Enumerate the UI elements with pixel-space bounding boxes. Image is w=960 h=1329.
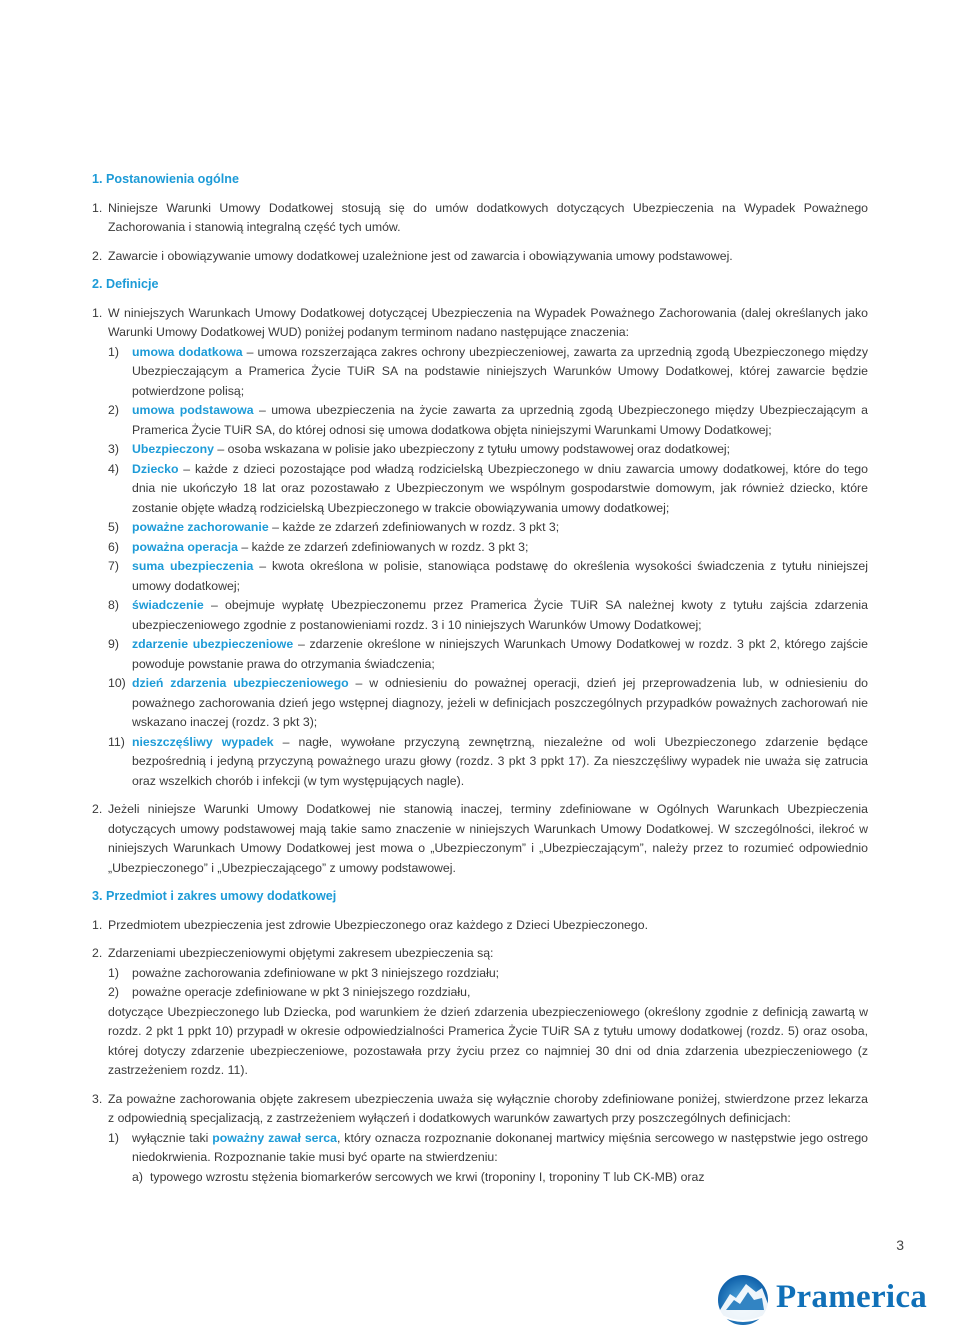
rock-of-gibraltar-icon — [712, 1270, 774, 1326]
list-item — [108, 1129, 868, 1168]
paragraph-number: 1. — [92, 305, 103, 320]
definition-number: 5) — [108, 520, 119, 534]
definition-term: poważna operacja — [132, 539, 238, 554]
paragraph-number: 2. — [92, 802, 103, 816]
definition-item — [108, 518, 868, 538]
paragraph-text: Niniejsze Warunki Umowy Dodatkowej stosują się do umów dodatkowych dotyczących Ubezpieczenia na Wypadek Poważnego Zachorowania i stanowią integralną część tych umów. — [108, 200, 868, 234]
paragraph-text: Przedmiotem ubezpieczenia jest zdrowie Ubezpieczonego oraz każdego z Dzieci Ubezpieczonego. — [108, 917, 648, 932]
definition-term: umowa dodatkowa — [132, 344, 243, 359]
section-3-paragraph-2 — [92, 944, 868, 964]
definition-term: zdarzenie ubezpieczeniowe — [132, 637, 294, 651]
definition-term: dzień zdarzenia ubezpieczeniowego — [132, 676, 349, 690]
section-2-paragraph-2 — [92, 800, 868, 878]
definition-item — [108, 440, 868, 460]
section-3-paragraph-2-continuation: dotyczące Ubezpieczonego lub Dziecka, pod warunkiem że dzień zdarzenia ubezpieczeniowego (określony zgodnie z definicją zawartą w rozdz. 2 pkt 1 ppkt 10) przypadł w okresie odpowiedzialności Pramerica Życie TUiR SA z tytułu umowy dodatkowej (rozdz. 5) oraz osoba, której dotyczy zdarzenie ubezpieczeniowe, pozostawała przy życiu przez co najmniej 30 dni od dnia zdarzenia ubezpieczeniowego (z zastrzeżeniem rozdz. 11). — [108, 1004, 868, 1077]
logo-text: Pramerica — [776, 1279, 928, 1316]
definition-term: poważne zachorowanie — [132, 520, 269, 534]
list-item-number: 1) — [108, 965, 119, 980]
paragraph-number: 2. — [92, 946, 103, 960]
sub-list-item-text: typowego wzrostu stężenia biomarkerów sercowych we krwi (troponiny I, troponiny T lub CK-MB) oraz — [150, 1169, 705, 1184]
definition-number: 10) — [108, 676, 126, 690]
definition-item — [108, 401, 868, 440]
definition-term: poważny zawał serca — [212, 1130, 337, 1145]
list-item — [108, 983, 868, 1003]
definition-item — [108, 733, 868, 792]
paragraph-text: Jeżeli niniejsze Warunki Umowy Dodatkowej nie stanowią inaczej, terminy zdefiniowane w Ogólnych Warunkach Ubezpieczenia dotyczących umowy podstawowej mają takie samo znaczenie w niniejszych Warunkach Umowy Dodatkowej. W szczególności, ilekroć w niniejszych Warunkach Umowy Dodatkowej jest mowa o „Ubezpieczonym” i „Ubezpieczającym”, należy przez to rozumieć odpowiednio „Ubezpieczonego” i „Ubezpieczającego” z umowy podstawowej. — [108, 802, 868, 875]
definition-term: umowa podstawowa — [132, 403, 254, 417]
definition-number: 2) — [108, 403, 119, 417]
definition-number: 11) — [108, 734, 125, 749]
definition-item — [108, 343, 868, 402]
definition-text: – umowa rozszerzająca zakres ochrony ubezpieczeniowej, zawarta za uprzednią zgodą Ubezpieczonego między Ubezpieczającym a Pramerica Życie TUiR SA na podstawie niniejszych Warunków Umowy Dodatkowej, której zawarcie będzie potwierdzone polisą; — [132, 344, 868, 398]
list-item — [108, 964, 868, 984]
pramerica-logo — [712, 1270, 942, 1326]
definition-number: 9) — [108, 637, 119, 651]
list-item-text: poważne operacje zdefiniowane w pkt 3 niniejszego rozdziału, — [132, 985, 471, 999]
definition-item — [108, 635, 868, 674]
definition-text: – obejmuje wypłatę Ubezpieczonemu przez Pramerica Życie TUiR SA należnej kwoty z tytułu zajścia zdarzenia ubezpieczeniowego zgodnie z postanowieniami rozdz. 3 i 10 niniejszych Warunków Umowy Dodatkowej; — [132, 598, 868, 632]
definition-term: świadczenie — [132, 598, 204, 612]
paragraph-text: Zawarcie i obowiązywanie umowy dodatkowej uzależnione jest od zawarcia i obowiązywania umowy podstawowej. — [108, 248, 733, 263]
definition-item — [108, 538, 868, 558]
definition-item — [108, 596, 868, 635]
definition-text: – każde z dzieci pozostające pod władzą rodzicielską Ubezpieczonego w dniu zawarcia umowy dodatkowej, które do tego dnia nie ukończyło 18 lat oraz pozostawało z Ubezpieczonym we wspólnym gospodarstwie domowym, jak również dziecko, które zostanie objęte władzą rodzicielską Ubezpieczonego w trakcie obowiązywania umowy dodatkowej; — [132, 461, 868, 515]
definition-item — [108, 460, 868, 519]
list-item-text-pre: wyłącznie taki — [132, 1130, 213, 1145]
paragraph-number: 3. — [92, 1091, 103, 1106]
list-item-number: 1) — [108, 1130, 119, 1145]
definition-text: – każde ze zdarzeń zdefiniowanych w rozdz. 3 pkt 3; — [237, 539, 529, 554]
definition-text: – zdarzenie określone w niniejszych Warunkach Umowy Dodatkowej w rozdz. 3 pkt 2, którego zajście powoduje powstanie prawa do otrzymania świadczenia; — [132, 637, 869, 671]
definition-number: 4) — [108, 461, 119, 476]
section-2-paragraph-1 — [92, 304, 868, 343]
page-number: 3 — [896, 1237, 904, 1253]
document-content — [92, 170, 868, 1187]
definition-number: 7) — [108, 559, 119, 573]
definition-text: – w odniesieniu do poważnej operacji, dzień jej przeprowadzenia lub, w odniesieniu do poważnego zachorowania dzień jego wstępnej diagnozy, jeżeli w definicjach poszczególnych przypadków poważnych zachorowań nie wskazano inaczej (rozdz. 3 pkt 3); — [132, 676, 868, 729]
definition-text: – osoba wskazana w polisie jako ubezpieczony z tytułu umowy podstawowej oraz dodatkowej; — [214, 442, 731, 456]
paragraph-text: Za poważne zachorowania objęte zakresem ubezpieczenia uważa się wyłącznie choroby zdefiniowane poniżej, stwierdzone przez lekarza z odpowiednią specjalizacją, z zastrzeżeniem wyłączeń i dodatkowych warunków zawartych przy poszczególnych definicjach: — [108, 1091, 868, 1125]
list-item-text-post: , który oznacza rozpoznanie dokonanej martwicy mięśnia sercowego w następstwie jego ostrego niedokrwienia. Rozpoznanie takie musi być oparte na stwierdzeniu: — [132, 1130, 868, 1164]
definition-text: – nagłe, wywołane przyczyną zewnętrzną, niezależne od woli Ubezpieczonego zdarzenie będące bezpośrednią i jedyną przyczyną poważnego urazu głowy (rozdz. 3 pkt 3 ppkt 17). Za nieszczęśliwy wypadek nie uważa się zatrucia oraz wszelkich chorób i infekcji (w tym występujących nagle). — [132, 734, 868, 788]
definition-number: 1) — [108, 344, 119, 359]
paragraph-number: 1. — [92, 917, 103, 932]
definition-text: – każde ze zdarzeń zdefiniowanych w rozdz. 3 pkt 3; — [268, 520, 560, 534]
section-1-paragraph-1 — [92, 199, 868, 238]
definition-number: 6) — [108, 539, 119, 554]
section-3-paragraph-1 — [92, 916, 868, 936]
paragraph-number: 1. — [92, 200, 103, 215]
definition-number: 8) — [108, 598, 119, 612]
definition-number: 3) — [108, 442, 119, 456]
list-item-number: 2) — [108, 985, 119, 999]
section-2-heading: 2. Definicje — [92, 277, 159, 291]
sub-list-item — [132, 1168, 868, 1188]
list-item-text: poważne zachorowania zdefiniowane w pkt 3 niniejszego rozdziału; — [132, 965, 500, 980]
definition-text: – umowa ubezpieczenia na życie zawarta za uprzednią zgodą Ubezpieczonego między Ubezpieczającym a Pramerica Życie TUiR SA, do której odnosi się umowa dodatkowa objęta niniejszymi Warunkami Umowy Dodatkowej; — [132, 403, 868, 437]
definition-term: Ubezpieczony — [132, 442, 214, 456]
paragraph-text: Zdarzeniami ubezpieczeniowymi objętymi zakresem ubezpieczenia są: — [108, 946, 494, 960]
definition-term: Dziecko — [132, 461, 179, 476]
illness-list — [108, 1129, 868, 1168]
definition-term: suma ubezpieczenia — [132, 559, 254, 573]
definition-item — [108, 557, 868, 596]
paragraph-number: 2. — [92, 248, 103, 263]
definition-item — [108, 674, 868, 733]
section-1-heading: 1. Postanowienia ogólne — [92, 172, 239, 186]
section-3-paragraph-3 — [92, 1090, 868, 1129]
paragraph-text: W niniejszych Warunkach Umowy Dodatkowej dotyczącej Ubezpieczenia na Wypadek Poważnego Zachorowania (dalej określanych jako Warunki Umowy Dodatkowej WUD) poniżej podanym terminom nadano następujące znaczenia: — [108, 305, 868, 339]
definitions-list — [108, 343, 868, 792]
sub-list-item-letter: a) — [132, 1169, 143, 1184]
section-3-heading: 3. Przedmiot i zakres umowy dodatkowej — [92, 889, 337, 903]
events-list — [108, 964, 868, 1003]
definition-term: nieszczęśliwy wypadek — [132, 734, 274, 749]
section-1-paragraph-2 — [92, 247, 868, 267]
definition-text: – kwota określona w polisie, stanowiąca podstawę do określenia wysokości świadczenia z tytułu niniejszej umowy dodatkowej; — [132, 559, 868, 593]
